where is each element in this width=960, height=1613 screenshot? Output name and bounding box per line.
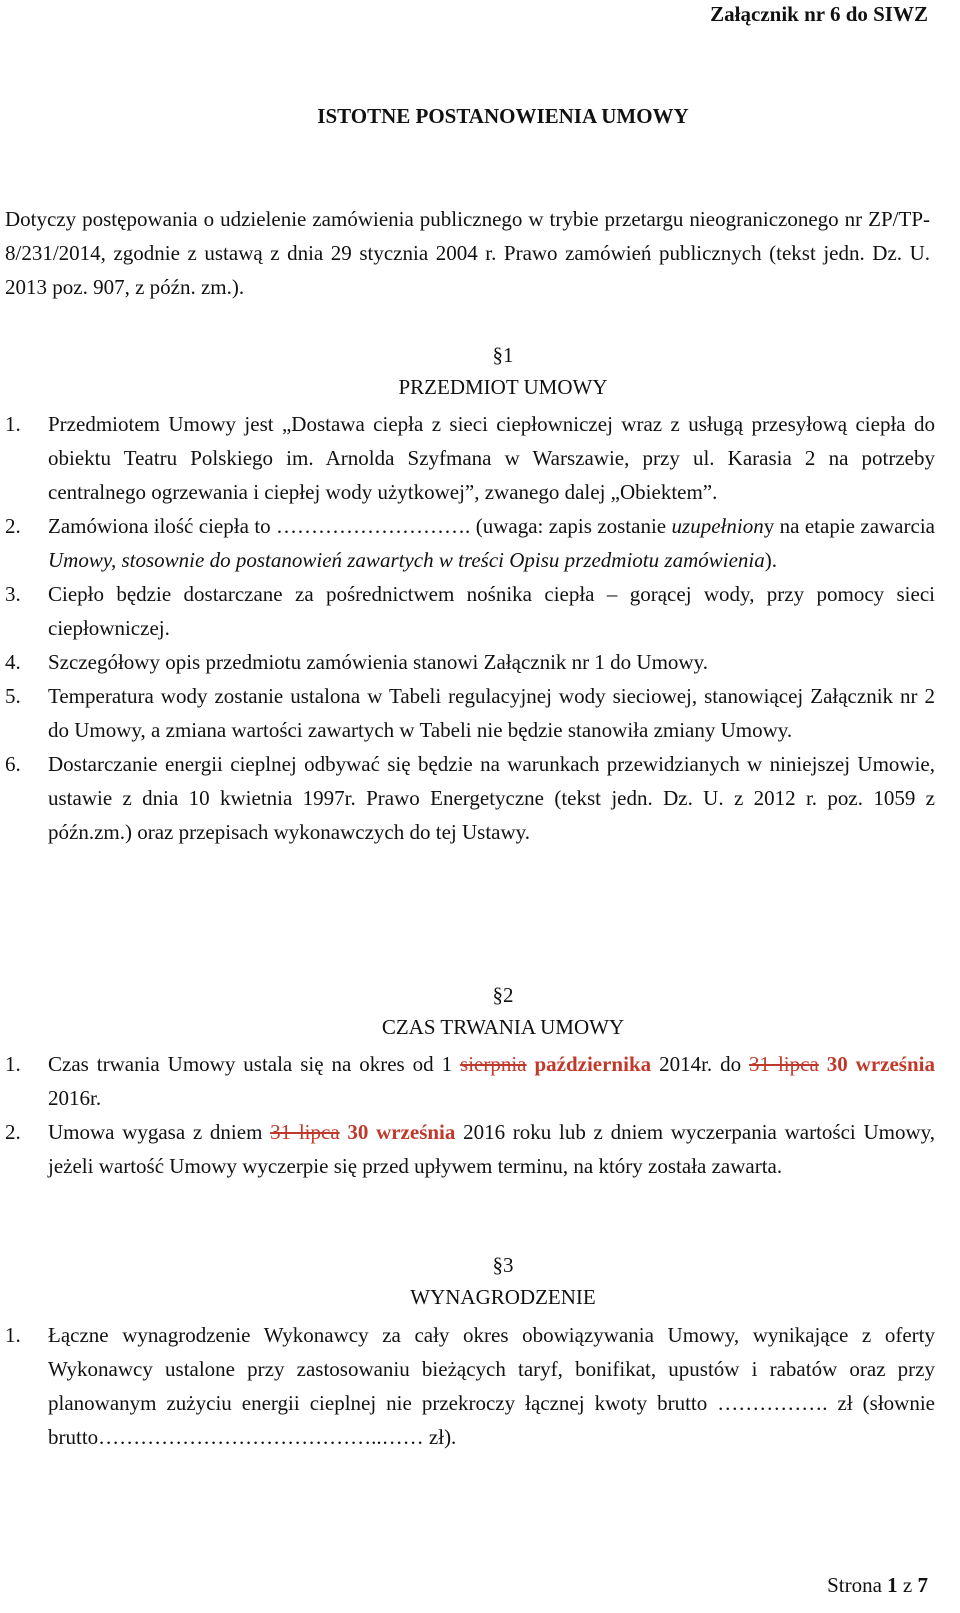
- section-1-title: PRZEDMIOT UMOWY: [398, 375, 608, 399]
- section-2-title: CZAS TRWANIA UMOWY: [381, 1015, 625, 1039]
- item-number: 1.: [5, 412, 21, 436]
- item-number: 1.: [5, 1323, 21, 1347]
- item-text: Szczegółowy opis przedmiotu zamówienia stanowi Załącznik nr 1 do Umowy.: [48, 650, 708, 674]
- item-text: 2016 roku lub z dniem wyczerpania wartości Umowy, jeżeli wartość Umowy wyczerpie się przed upływem terminu, na który została zawarta.: [48, 1120, 935, 1178]
- inserted-text: 30 września: [339, 1120, 456, 1144]
- item-number: 3.: [5, 582, 21, 606]
- list-item: [5, 1115, 935, 1183]
- list-item: [5, 509, 935, 577]
- list-item: [5, 1318, 935, 1454]
- list-item: [5, 577, 935, 645]
- item-text: Dostarczanie energii cieplnej odbywać się będzie na warunkach przewidzianych w niniejszej Umowie, ustawie z dnia 10 kwietnia 1997r. Prawo Energetyczne (tekst jedn. Dz. U. z 2012 r. poz. 1059 z późn.zm.) oraz przepisach wykonawczych do tej Ustawy.: [48, 752, 935, 844]
- item-text-italic: Umowy, stosownie do postanowień zawartych w treści Opisu przedmiotu zamówienia: [48, 548, 765, 572]
- item-number: 1.: [5, 1052, 21, 1076]
- item-text: 2016r.: [48, 1086, 102, 1110]
- item-number: 4.: [5, 650, 21, 674]
- page-total: 7: [917, 1573, 928, 1597]
- inserted-text: 30 września: [826, 1052, 935, 1076]
- list-item: [5, 1047, 935, 1115]
- section-3-title: WYNAGRODZENIE: [410, 1285, 596, 1309]
- page-footer: [827, 1573, 928, 1598]
- item-text: Ciepło będzie dostarczane za pośrednictwem nośnika ciepła – gorącej wody, przy pomocy sieci ciepłowniczej.: [48, 582, 935, 640]
- deleted-text: 31 lipca: [749, 1052, 819, 1076]
- section-2-number: §2: [492, 983, 514, 1007]
- list-item: [5, 747, 935, 849]
- item-number: 2.: [5, 1120, 21, 1144]
- item-text-italic: uzupełnion: [671, 514, 764, 538]
- item-text: Łączne wynagrodzenie Wykonawcy za cały okres obowiązywania Umowy, wynikające z oferty Wykonawcy ustalone przy zastosowaniu bieżących taryf, bonifikat, upustów i rabatów oraz przy planowanym zużyciu energii cieplnej nie przekroczy łącznej kwoty brutto ……………. zł (słownie brutto…………………………………..…… zł).: [48, 1323, 935, 1449]
- section-1-list: [5, 407, 935, 849]
- item-number: 2.: [5, 514, 21, 538]
- footer-separator: z: [897, 1573, 918, 1597]
- section-1-number: §1: [492, 343, 514, 367]
- footer-prefix: Strona: [827, 1573, 888, 1597]
- attachment-label: Załącznik nr 6 do SIWZ: [710, 2, 928, 26]
- item-text: Temperatura wody zostanie ustalona w Tabeli regulacyjnej wody sieciowej, stanowiącej Załącznik nr 2 do Umowy, a zmiana wartości zawartych w Tabeli nie będzie stanowiła zmiany Umowy.: [48, 684, 935, 742]
- list-item: [5, 407, 935, 509]
- item-text: ).: [764, 548, 777, 572]
- intro-paragraph: Dotyczy postępowania o udzielenie zamówienia publicznego w trybie przetargu nieograniczonego nr ZP/TP-8/231/2014, zgodnie z ustawą z dnia 29 stycznia 2004 r. Prawo zamówień publicznych (tekst jedn. Dz. U. 2013 poz. 907, z późn. zm.).: [5, 207, 930, 299]
- section-3-list: [5, 1318, 935, 1454]
- item-text: Czas trwania Umowy ustala się na okres od 1: [48, 1052, 461, 1076]
- list-item: [5, 679, 935, 747]
- item-text: Przedmiotem Umowy jest „Dostawa ciepła z sieci ciepłowniczej wraz z usługą przesyłową ciepła do obiektu Teatru Polskiego im. Arnolda Szyfmana w Warszawie, przy ul. Karasia 2 na potrzeby centralnego ogrzewania i ciepłej wody użytkowej”, zwanego dalej „Obiektem”.: [48, 412, 935, 504]
- deleted-text: 31 lipca: [270, 1120, 340, 1144]
- section-2-list: [5, 1047, 935, 1183]
- list-item: [5, 645, 935, 679]
- section-3-number: §3: [492, 1253, 514, 1277]
- deleted-text: sierpnia: [460, 1052, 527, 1076]
- document-title: ISTOTNE POSTANOWIENIA UMOWY: [317, 104, 689, 128]
- inserted-text: października: [526, 1052, 652, 1076]
- item-text: 2014r. do: [651, 1052, 750, 1076]
- item-text: Zamówiona ilość ciepła to ………………………. (uwaga: zapis zostanie: [48, 514, 672, 538]
- item-text: Umowa wygasa z dniem: [48, 1120, 271, 1144]
- page-number: 1: [887, 1573, 898, 1597]
- item-text: y na etapie zawarcia: [763, 514, 935, 538]
- item-number: 6.: [5, 752, 21, 776]
- item-number: 5.: [5, 684, 21, 708]
